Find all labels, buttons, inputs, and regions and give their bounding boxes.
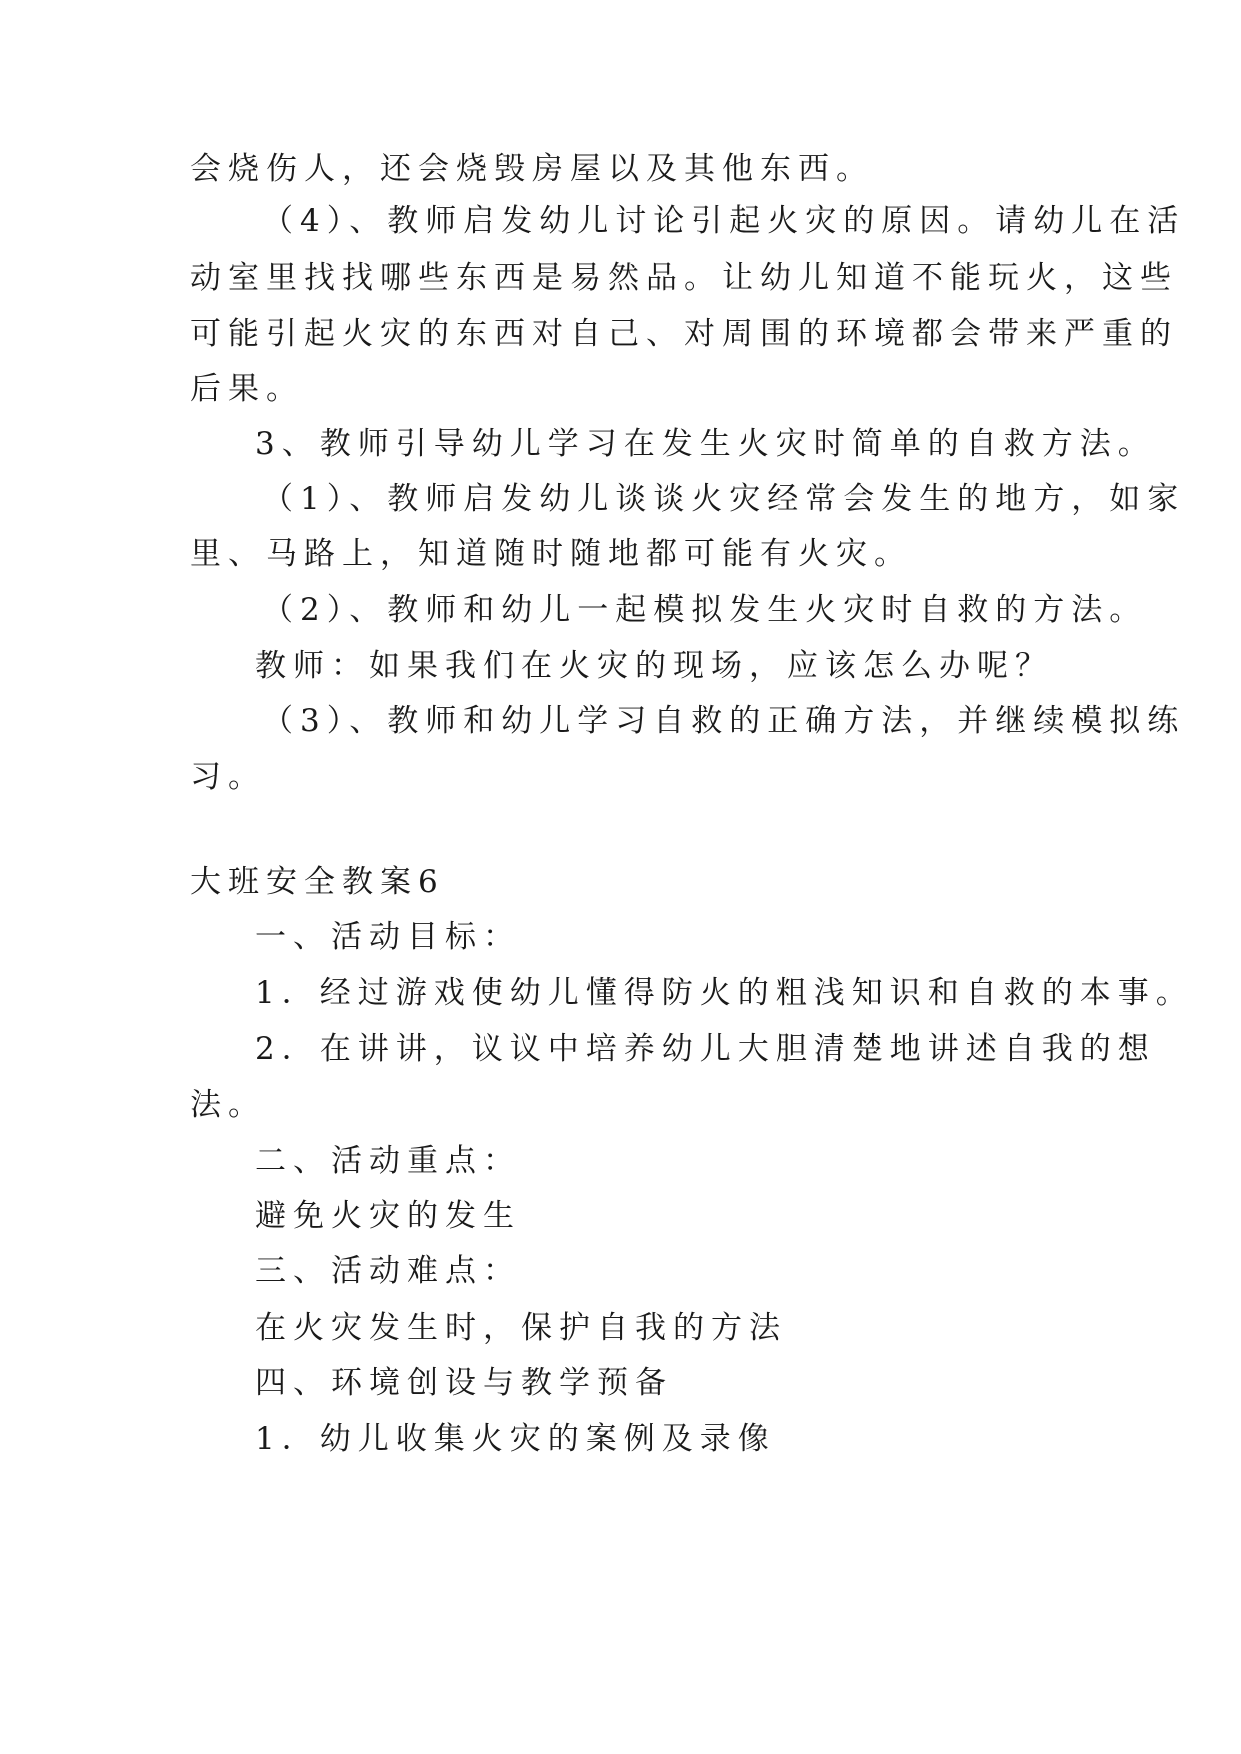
text-line: 后果。 <box>190 371 304 407</box>
section-title: 大班安全教案6 <box>190 864 445 900</box>
text-line: （1）、教师启发幼儿谈谈火灾经常会发生的地方，如家 <box>262 481 1186 517</box>
text-line: 可能引起火灾的东西对自己、对周围的环境都会带来严重的 <box>190 316 1178 352</box>
section-heading: 二、活动重点： <box>255 1143 521 1179</box>
section-heading: 四、环境创设与教学预备 <box>255 1365 673 1401</box>
text-line: 里、马路上，知道随时随地都可能有火灾。 <box>190 536 912 572</box>
section-heading: 三、活动难点： <box>255 1253 521 1289</box>
section-heading: 一、活动目标： <box>255 919 521 955</box>
list-item: 1．经过游戏使幼儿懂得防火的粗浅知识和自救的本事。 <box>255 975 1194 1011</box>
text-line: （3）、教师和幼儿学习自救的正确方法，并继续模拟练 <box>262 703 1186 739</box>
text-line: 法。 <box>190 1087 266 1123</box>
text-line: 动室里找找哪些东西是易然品。让幼儿知道不能玩火，这些 <box>190 260 1178 296</box>
text-line: 会烧伤人，还会烧毁房屋以及其他东西。 <box>190 151 874 187</box>
text-line: 习。 <box>190 759 266 795</box>
text-line: （4）、教师启发幼儿讨论引起火灾的原因。请幼儿在活 <box>262 203 1186 239</box>
text-line: 教师：如果我们在火灾的现场，应该怎么办呢？ <box>255 648 1053 684</box>
text-line: 3、教师引导幼儿学习在发生火灾时简单的自救方法。 <box>255 426 1156 462</box>
text-line: 在火灾发生时，保护自我的方法 <box>255 1310 787 1346</box>
list-item: 2．在讲讲，议议中培养幼儿大胆清楚地讲述自我的想 <box>255 1031 1156 1067</box>
text-line: （2）、教师和幼儿一起模拟发生火灾时自救的方法。 <box>262 592 1148 628</box>
text-line: 避免火灾的发生 <box>255 1198 521 1234</box>
list-item: 1．幼儿收集火灾的案例及录像 <box>255 1421 776 1457</box>
